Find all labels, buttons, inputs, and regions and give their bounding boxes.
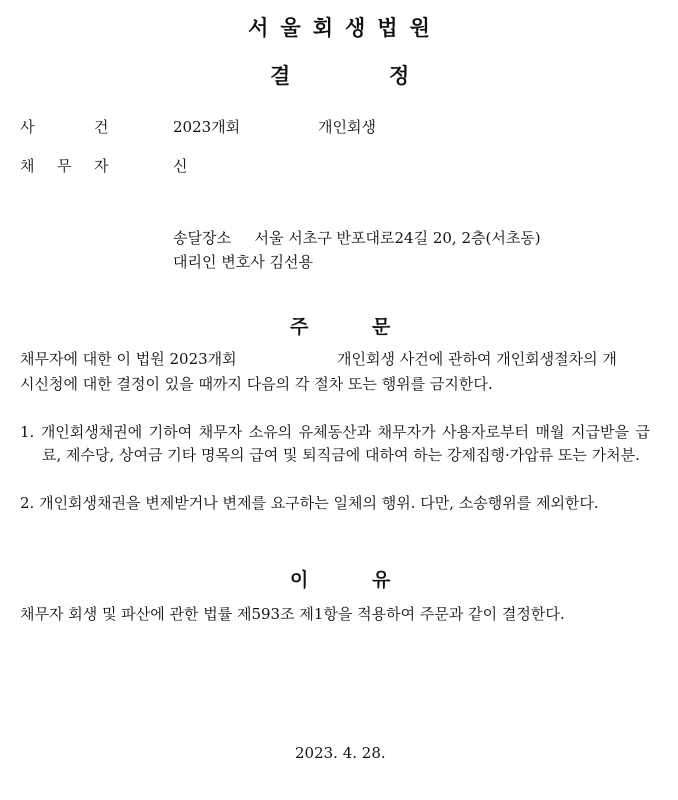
reason-text: 채무자 회생 및 파산에 관한 법률 제593조 제1항을 적용하여 주문과 같이 결정한다.: [20, 605, 565, 623]
document-type-first-char: 결: [270, 64, 291, 88]
service-address-line: [173, 227, 541, 248]
service-address-label: 송달장소: [173, 229, 231, 247]
case-row: [0, 116, 678, 138]
court-name: 서울회생법원: [248, 16, 442, 40]
case-name: 개인회생: [318, 118, 376, 136]
case-number: 2023개회: [173, 118, 241, 136]
order-item-2: 2. 개인회생채권을 변제받거나 변제를 요구하는 일체의 행위. 다만, 소송행위를 제외한다.: [20, 494, 599, 512]
debtor-label-char-1: 채: [20, 157, 35, 175]
debtor-row: [0, 155, 678, 177]
document-type-second-char: 정: [389, 64, 410, 88]
order-text-line-1-part-1: 채무자에 대한 이 법원 2023개회: [20, 350, 237, 368]
service-address: 서울 서초구 반포대로24길 20, 2층(서초동): [254, 229, 541, 247]
order-heading-second-char: 문: [372, 316, 391, 338]
reason-heading-first-char: 이: [290, 569, 309, 591]
order-text-line-2: 시신청에 대한 결정이 있을 때까지 다음의 각 절차 또는 행위를 금지한다.: [20, 375, 493, 393]
order-heading-first-char: 주: [290, 316, 309, 338]
case-label-char-1: 사: [20, 118, 35, 136]
case-label-char-2: 건: [94, 118, 109, 136]
legal-agent: 대리인 변호사 김선용: [173, 253, 313, 271]
order-text-line-1-part-2: 개인회생 사건에 관하여 개인회생절차의 개: [337, 350, 617, 368]
debtor-name: 신: [173, 157, 188, 175]
debtor-label-char-3: 자: [94, 157, 109, 175]
debtor-label-char-2: 무: [57, 157, 72, 175]
order-item-1: 1. 개인회생채권에 기하여 채무자 소유의 유체동산과 채무자가 사용자로부터 매월 지급받을 급료, 제수당, 상여금 기타 명목의 급여 및 퇴직금에 대하여 하는 강제집행·가압류 또는 가처분.: [20, 423, 650, 464]
decision-date: 2023. 4. 28.: [295, 744, 386, 762]
reason-heading-second-char: 유: [372, 569, 391, 591]
